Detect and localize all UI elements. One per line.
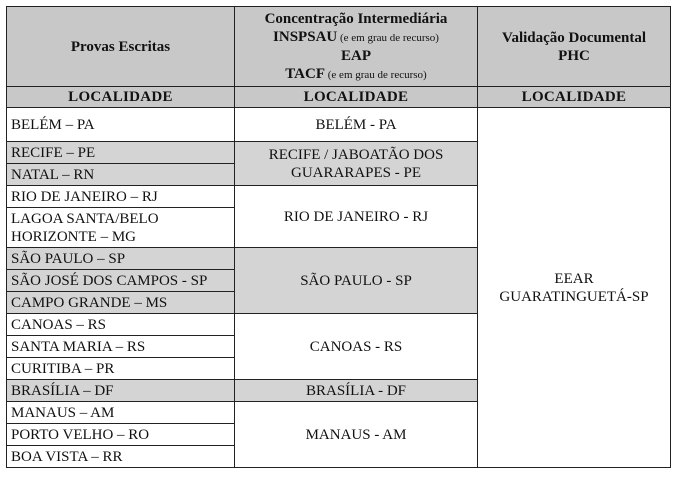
validacao-line1: EEAR [554,270,594,287]
subheader-localidade-3: LOCALIDADE [478,87,671,108]
provas-cell: SÃO JOSÉ DOS CAMPOS - SP [7,270,235,292]
concentracao-cell: RECIFE / JABOATÃO DOS GUARARAPES - PE [235,142,478,186]
header-concentracao: Concentração Intermediária INSPSAU (e em grau de recurso) EAP TACF (e em grau de recurso) [235,7,478,87]
header-validacao-documental: Validação Documental PHC [478,7,671,87]
localidade-table [6,6,671,468]
provas-cell: NATAL – RN [7,164,235,186]
concentracao-cell: RIO DE JANEIRO - RJ [235,186,478,248]
concentracao-cell: MANAUS - AM [235,402,478,468]
concentracao-cell: CANOAS - RS [235,314,478,380]
provas-cell: SANTA MARIA – RS [7,336,235,358]
subheader-row [7,87,671,108]
provas-cell: CURITIBA – PR [7,358,235,380]
table-row [7,108,671,142]
provas-cell: RECIFE – PE [7,142,235,164]
provas-cell: CAMPO GRANDE – MS [7,292,235,314]
provas-cell: BOA VISTA – RR [7,446,235,468]
provas-cell: RIO DE JANEIRO – RJ [7,186,235,208]
concentracao-cell: BRASÍLIA - DF [235,380,478,402]
validacao-line2: GUARATINGUETÁ-SP [499,288,649,305]
validacao-cell [478,108,671,468]
subheader-localidade-2: LOCALIDADE [235,87,478,108]
concentracao-cell: SÃO PAULO - SP [235,248,478,314]
provas-cell: MANAUS – AM [7,402,235,424]
provas-cell: LAGOA SANTA/BELO HORIZONTE – MG [7,208,235,248]
header-row [7,7,671,87]
provas-cell: CANOAS – RS [7,314,235,336]
header-provas-escritas: Provas Escritas [7,7,235,87]
provas-cell: BRASÍLIA – DF [7,380,235,402]
subheader-localidade-1: LOCALIDADE [7,87,235,108]
provas-cell: BELÉM – PA [7,108,235,142]
provas-cell: PORTO VELHO – RO [7,424,235,446]
provas-cell: SÃO PAULO – SP [7,248,235,270]
concentracao-cell: BELÉM - PA [235,108,478,142]
